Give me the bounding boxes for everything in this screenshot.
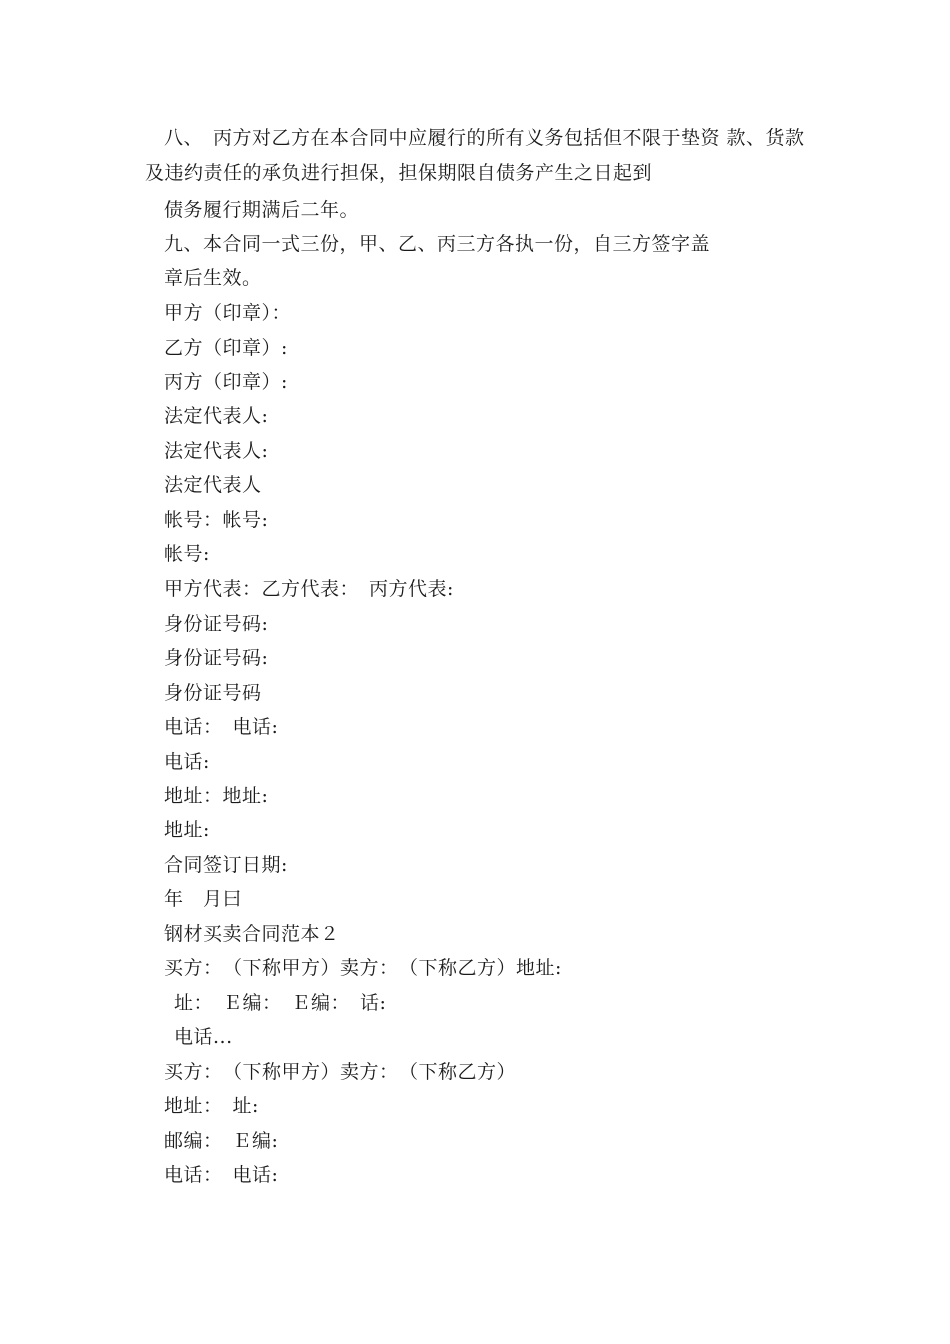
legal-rep-b: 法定代表人: — [164, 440, 269, 462]
legal-rep-c: 法定代表人 — [164, 474, 262, 496]
signing-date-label: 合同签订日期: — [164, 854, 288, 876]
buyer-seller-line-2: 买方： （下称甲方）卖方： （下称乙方） — [164, 1061, 517, 1083]
clause-8-line-3: 债务履行期满后二年。 — [164, 199, 360, 221]
address-line-1: 地址：地址: — [164, 785, 269, 807]
signing-date-value: 年 月曰 — [164, 888, 243, 910]
id-number-c: 身份证号码 — [164, 682, 262, 704]
account-line-1: 帐号：帐号: — [164, 509, 269, 531]
party-c-seal: 丙方（印章）: — [164, 371, 288, 393]
phone-line-3: 电话： 电话: — [164, 1164, 279, 1186]
section-title: 钢材买卖合同范本２ — [164, 923, 340, 945]
clause-9-line-2: 章后生效。 — [164, 267, 262, 289]
postcode-line: 邮编： Ｅ编: — [164, 1130, 279, 1152]
id-number-b: 身份证号码: — [164, 647, 269, 669]
address-line-2: 地址: — [164, 819, 210, 841]
party-b-seal: 乙方（印章）: — [164, 337, 288, 359]
legal-rep-a: 法定代表人: — [164, 405, 269, 427]
buyer-seller-line-1: 买方： （下称甲方）卖方： （下称乙方）地址: — [164, 957, 562, 979]
id-number-a: 身份证号码: — [164, 613, 269, 635]
phone-line-1: 电话： 电话: — [164, 716, 279, 738]
phone-ellipsis-line: 电话... — [174, 1026, 233, 1048]
clause-9-line-1: 九、本合同一式三份，甲、乙、丙三方各执一份，自三方签字盖 — [164, 233, 711, 255]
representatives-line: 甲方代表：乙方代表： 丙方代表: — [164, 578, 454, 600]
party-a-seal: 甲方（印章）： — [164, 302, 292, 324]
clause-8-line-1: 八、 丙方对乙方在本合同中应履行的所有义务包括但不限于垫资 款、货款 — [164, 127, 805, 149]
clause-8-line-2: 及违约责任的承负进行担保，担保期限自债务产生之日起到 — [145, 162, 653, 184]
address-postcode-line: 址： Ｅ编： Ｅ编： 话: — [174, 992, 387, 1014]
address-line-3: 地址： 址: — [164, 1095, 259, 1117]
account-line-2: 帐号: — [164, 543, 210, 565]
phone-line-2: 电话: — [164, 751, 210, 773]
